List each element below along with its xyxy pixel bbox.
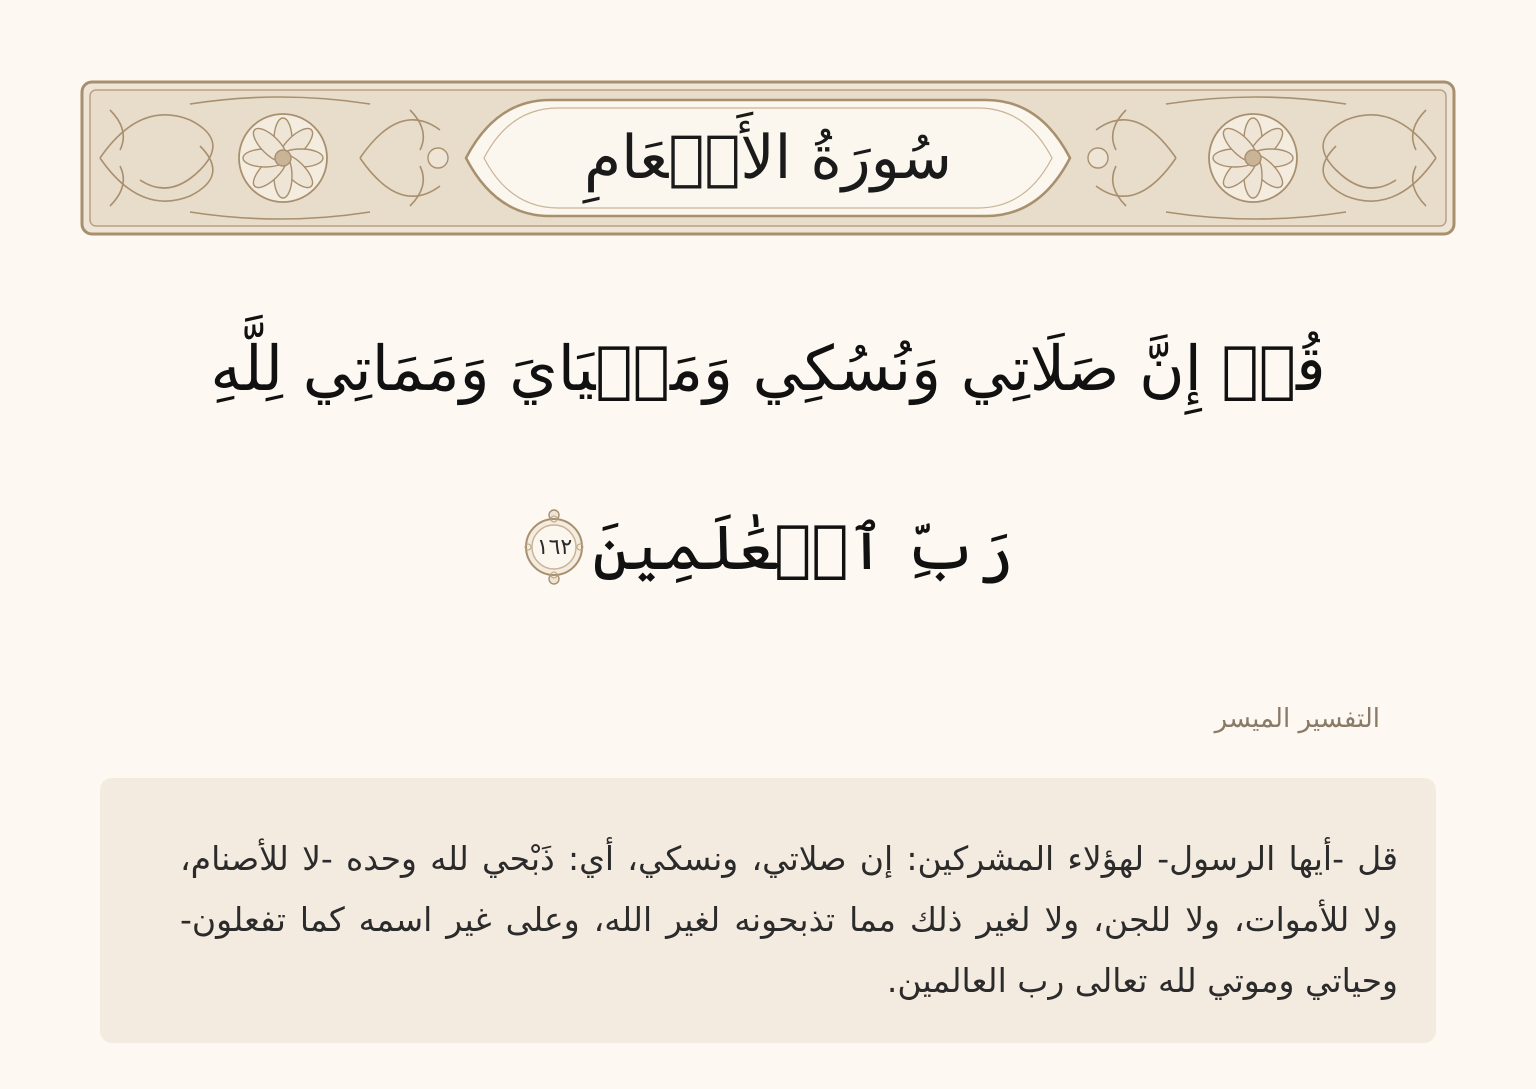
- surah-header-banner: [80, 80, 1456, 236]
- verse-line-2-row: [0, 505, 1536, 589]
- surah-title: سُورَةُ الأَنۡعَامِ: [583, 123, 953, 193]
- tafsir-label: التفسير الميسر: [1214, 704, 1380, 734]
- ayah-marker: [522, 505, 586, 589]
- tafsir-box: [100, 778, 1436, 1043]
- verse-line-2: رَبِّ ٱلۡعَٰلَمِينَ: [592, 510, 1014, 584]
- tafsir-text: قل -أيها الرسول- لهؤلاء المشركين: إن صلاتي، ونسكي، أي: ذَبْحي لله وحده -لا للأصنام، ولا للأموات، ولا للجن، ولا لغير ذلك مما تذبحونه لغير الله، وعلى غير اسمه كما تفعلون- وحياتي وموتي لله تعالى رب العالمين.: [180, 839, 1398, 1000]
- ayah-number: ١٦٢: [536, 534, 573, 560]
- verse-line-1: قُلۡ إِنَّ صَلَاتِي وَنُسُكِي وَمَحۡيَايَ وَمَمَاتِي لِلَّهِ: [210, 332, 1326, 405]
